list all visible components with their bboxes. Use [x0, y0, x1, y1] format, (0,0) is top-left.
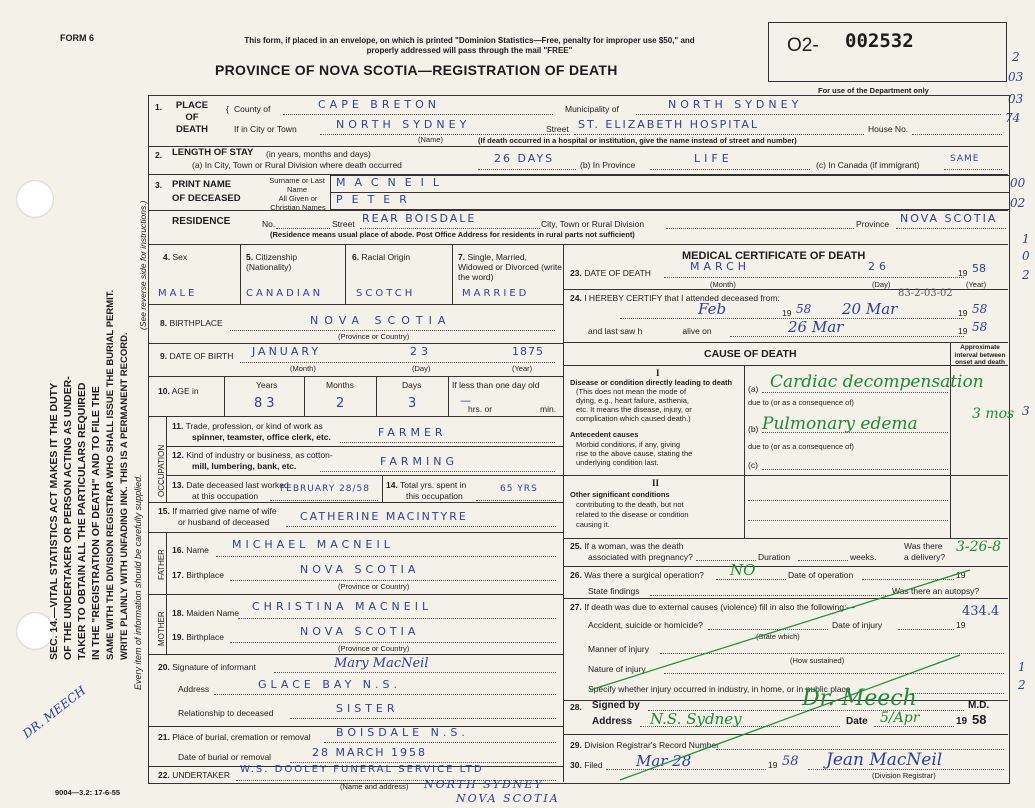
- last-seen-value: 26 Mar: [788, 318, 844, 336]
- sidebar-line: IN THE "REGISTRATION OF DEATH" AND TO FILE THE: [90, 386, 102, 660]
- sidebar-line: TAKER TO OBTAIN ALL THE PARTICULARS REQUIRED: [76, 382, 88, 660]
- physician-signature: Dr. Meech: [802, 686, 917, 711]
- sex-value: MALE: [158, 288, 198, 299]
- attended-from-value: Feb: [698, 300, 727, 318]
- form-id: FORM 6: [60, 33, 95, 43]
- city-value: NORTH SYDNEY: [336, 118, 471, 131]
- code-434: 434.4: [962, 604, 1000, 619]
- surname-value: MACNEIL: [336, 176, 449, 189]
- sidebar-line: SEC. 14.—VITAL STATISTICS ACT MAKES IT THE DUTY: [48, 382, 60, 660]
- last-worked-value: FEBRUARY 28/58: [280, 484, 371, 494]
- medical-header: MEDICAL CERTIFICATE OF DEATH: [682, 250, 866, 262]
- cause-header: CAUSE OF DEATH: [704, 348, 797, 360]
- death-day-value: 26: [868, 260, 890, 273]
- street-value: ST. ELIZABETH HOSPITAL: [578, 118, 760, 131]
- informant-signature: Mary MacNeil: [334, 656, 429, 671]
- pencil-strikes: [560, 560, 1010, 790]
- county-value: CAPE BRETON: [318, 98, 441, 111]
- delivery-note: 3-26-8: [956, 539, 1002, 555]
- spouse-value: CATHERINE MACINTYRE: [300, 510, 468, 523]
- margin-code: 1: [1018, 660, 1026, 674]
- margin-code: 03: [1008, 92, 1024, 106]
- signed-date: 5/Apr: [880, 710, 920, 726]
- interval-header: Approximate interval between onset and death: [954, 344, 1006, 366]
- stay-province-value: LIFE: [694, 152, 733, 165]
- undertaker-city: NORTH SYDNEY: [424, 778, 544, 791]
- mother-birthplace-value: NOVA SCOTIA: [300, 625, 420, 638]
- dept-use-label: For use of the Department only: [818, 86, 929, 95]
- surgical-value: NO: [730, 561, 756, 579]
- margin-code: 2: [1012, 50, 1020, 64]
- death-registration-form: FORM 6 This form, if placed in an envelope, on which is printed "Dominion Statistics—Free, penalty for improper use $50," and properly addressed will pass through the mail "FREE" PROVINCE OF NOVA SCOTIA—REGISTRATION OF DEATH O2- 002532 For use of the Department only 2 03 03 74 00 02 1 0 2 3 1 2 SEC. 14.—VITAL STATISTICS ACT MAKES IT THE DUTY OF THE UNDERTAKER OR PERSON ACTING AS UNDER- TAKER TO OBTAIN ALL THE PARTICULARS REQUIRED IN THE "REGISTRATION OF DEATH" AND TO FILE THE SAME WITH THE DIVISION REGISTRAR WHO SHALL ISSUE THE BURIAL PERMIT. WRITE PLAINLY WITH UNFADING INK. THIS IS A PERMANENT RECORD. Every item of information should be carefully supplied. (See reverse side for instructions.) DR. MEECH 9004—3.2: 17-6-55 1. PLACE OF DEATH { County of CAPE BRETON Municipality of NORTH SYDNEY If in City or Town NORTH SYDNEY (Name) Street ST. ELIZABETH HOSPITAL House No. (If death occurred in a hospital or institution, give the name instead of street and number) 2. LENGTH OF STAY (in years, months and days) (a) In City, Town or Rural Division where death occurred 26 DAYS (b) In Province LIFE (c) In Canada (if immigrant) SAME 3. PRINT NAME OF DECEASED Surname or Last Name All Given or Christian Names MACNEIL PETER RESIDENCE No. Street REAR BOISDALE City, Town or Rural Division Province NOVA SCOTIA (Residence means usual place of abode. Post Office Address for residents in rural parts not sufficient) 4. Sex 5. Citizenship (Nationality) 6. Racial Origin 7. Single, Married, Widowed or Divorced (write the word) MALE CANADIAN SCOTCH MARRIED 8. BIRTHPLACE NOVA SCOTIA (Province or Country) 9. DATE OF BIRTH JANUARY 23 1875 (Month) (Day) (Year) 10. AGE in Years Months Days If less than one day old 83 2 3 — hrs. or min. OCCUPATION 11. Trade, profession, or kind of work as spinner, teamster, office clerk, etc. FARMER 12. Kind of industry or business, as cotton- mill, lumbering, bank, etc. FARMING 13. Date deceased last worked at this occupation FEBRUARY 28/58 14. Total yrs. spent in this occupation 65 YRS 15. If married give name of wife or husband of deceased CATHERINE MACINTYRE FATHER 16. Name MICHAEL MACNEIL 17. Birthplace NOVA SCOTIA (Province or Country) MOTHER 18. Maiden Name CHRISTINA MACNEIL 19. Birthplace NOVA SCOTIA (Province or Country) 20. Signature of informant Mary MacNeil Address GLACE BAY N.S. Relationship to deceased SISTER 21. Place of burial, cremation or removal BOISDALE N.S. Date of burial or removal 28 MARCH 1958 22. UNDERTAKER W.S. DOOLEY FUNERAL SERVICE LTD (Name and address) NORTH SYDNEY NOVA SCOTIA MEDICAL CERTIFICATE OF DEATH 23. DATE OF DEATH MARCH 26 19 58 (Month) (Day) (Year) 24. I HEREBY CERTIFY that I attended deceased from: 83-2-03-02 Feb 19 58 20 Mar 19 58 and last saw h alive on 26 Mar 19 58 CAUSE OF DEATH Approximate interval between onset and death I Disease or condition directly leading to death (This does not mean the mode of dying, e.g., heart failure, asthenia, etc. It means the disease, injury, or complication which caused death.) (a) Cardiac decompensation 3 mos due to (or as a consequence of) (b) Pulmonary edema Antecedent causes Morbid conditions, if any, giving rise to the above cause, stating the underlying condition last. due to (or as a consequence of) (c) II Other significant conditions contributing to the death, but not related to the disease or condition causing it. 25. If a woman, was the death associated with pregnancy? Duration weeks. Was there a delivery? 3-26-8 26. Was there a surgical operation? NO Date of operation 19 State findings Was there an autopsy? 27. If death was due to external causes (violence) fill in also the following:— 434.4 Accident, suicide or homicide? Date of injury 19 (State which) Manner of injury (How sustained) Nature of injury Specify whether injury occurred in industry, in home, or in public place 28. Signed by Dr. Meech M.D. Address N.S. Sydney Date 5/Apr 19 58 29. Division Registrar's Record Number 30. Filed Mar 28 19 58 Jean MacNeil (Division Registrar): [0, 0, 1035, 808]
- margin-code: 02: [1010, 196, 1026, 210]
- code-note: 83-2-03-02: [898, 288, 953, 299]
- father-name-value: MICHAEL MACNEIL: [232, 538, 394, 551]
- residence-province-value: NOVA SCOTIA: [900, 212, 998, 225]
- dob-month-value: JANUARY: [252, 345, 322, 358]
- father-birthplace-value: NOVA SCOTIA: [300, 563, 420, 576]
- reg-prefix: O2-: [787, 35, 819, 56]
- sidebar-note: Every item of information should be carefully supplied.: [133, 474, 143, 690]
- total-years-value: 65 YRS: [500, 484, 538, 494]
- punch-hole: [16, 180, 54, 218]
- given-names-value: PETER: [336, 193, 416, 206]
- birthplace-value: NOVA SCOTIA: [310, 314, 452, 327]
- burial-date-value: 28 MARCH 1958: [312, 746, 428, 759]
- form-code: 9004—3.2: 17-6-55: [55, 788, 121, 797]
- margin-code: 3: [1022, 404, 1030, 418]
- stay-city-value: 26 DAYS: [494, 152, 555, 165]
- age-days-value: 3: [408, 396, 421, 411]
- margin-code: 2: [1022, 268, 1030, 282]
- margin-code: 03: [1008, 70, 1024, 84]
- deceased-label: PRINT NAME OF DECEASED: [172, 179, 241, 204]
- undertaker-province: NOVA SCOTIA: [456, 792, 560, 805]
- industry-value: FARMING: [380, 455, 458, 468]
- age-months-value: 2: [336, 396, 349, 411]
- interval-value: 3 mos: [972, 406, 1015, 422]
- mailing-notice: This form, if placed in an envelope, on which is printed "Dominion Statistics—Free, penalty for improper use $50," and properly addressed will pass through the mail "FREE": [244, 36, 695, 55]
- municipality-value: NORTH SYDNEY: [668, 98, 803, 111]
- undertaker-value: W.S. DOOLEY FUNERAL SERVICE LTD: [240, 764, 484, 775]
- age-hours-value: —: [460, 394, 475, 407]
- cause-a-value: Cardiac decompensation: [770, 372, 984, 392]
- age-years-value: 83: [254, 396, 279, 411]
- dob-day-value: 23: [410, 345, 432, 358]
- residence-street-value: REAR BOISDALE: [362, 212, 477, 225]
- informant-address-value: GLACE BAY N.S.: [258, 678, 402, 691]
- margin-note: DR. MEECH: [20, 683, 89, 742]
- stay-canada-value: SAME: [950, 154, 980, 164]
- sidebar-line: WRITE PLAINLY WITH UNFADING INK. THIS IS A PERMANENT RECORD.: [119, 332, 130, 660]
- reg-number: 002532: [845, 30, 914, 52]
- physician-address: N.S. Sydney: [650, 710, 742, 728]
- page-title: PROVINCE OF NOVA SCOTIA—REGISTRATION OF DEATH: [215, 62, 618, 78]
- sidebar-instructions: (See reverse side for instructions.): [138, 200, 148, 330]
- dob-year-value: 1875: [512, 345, 544, 358]
- trade-value: FARMER: [378, 426, 447, 439]
- burial-place-value: BOISDALE N.S.: [336, 726, 469, 739]
- margin-code: 2: [1018, 678, 1026, 692]
- relationship-value: SISTER: [336, 702, 399, 715]
- margin-code: 00: [1010, 176, 1026, 190]
- filed-date: Mar 28: [636, 752, 692, 770]
- mother-maiden-value: CHRISTINA MACNEIL: [252, 600, 433, 613]
- death-month-value: MARCH: [690, 260, 751, 273]
- margin-code: 1: [1022, 232, 1030, 246]
- death-year-value: 58: [972, 262, 986, 275]
- marital-status-value: MARRIED: [462, 288, 530, 299]
- margin-code: 74: [1005, 111, 1021, 125]
- registrar-signature: Jean MacNeil: [826, 750, 943, 770]
- sidebar-line: SAME WITH THE DIVISION REGISTRAR WHO SHALL ISSUE THE BURIAL PERMIT.: [105, 289, 116, 660]
- place-label: PLACE OF DEATH: [175, 100, 209, 135]
- margin-code: 0: [1022, 249, 1030, 263]
- sidebar-line: OF THE UNDERTAKER OR PERSON ACTING AS UNDER-: [62, 376, 74, 660]
- cause-b-value: Pulmonary edema: [762, 414, 918, 434]
- racial-origin-value: SCOTCH: [356, 288, 416, 299]
- attended-to-value: 20 Mar: [842, 300, 898, 318]
- citizenship-value: CANADIAN: [246, 288, 324, 299]
